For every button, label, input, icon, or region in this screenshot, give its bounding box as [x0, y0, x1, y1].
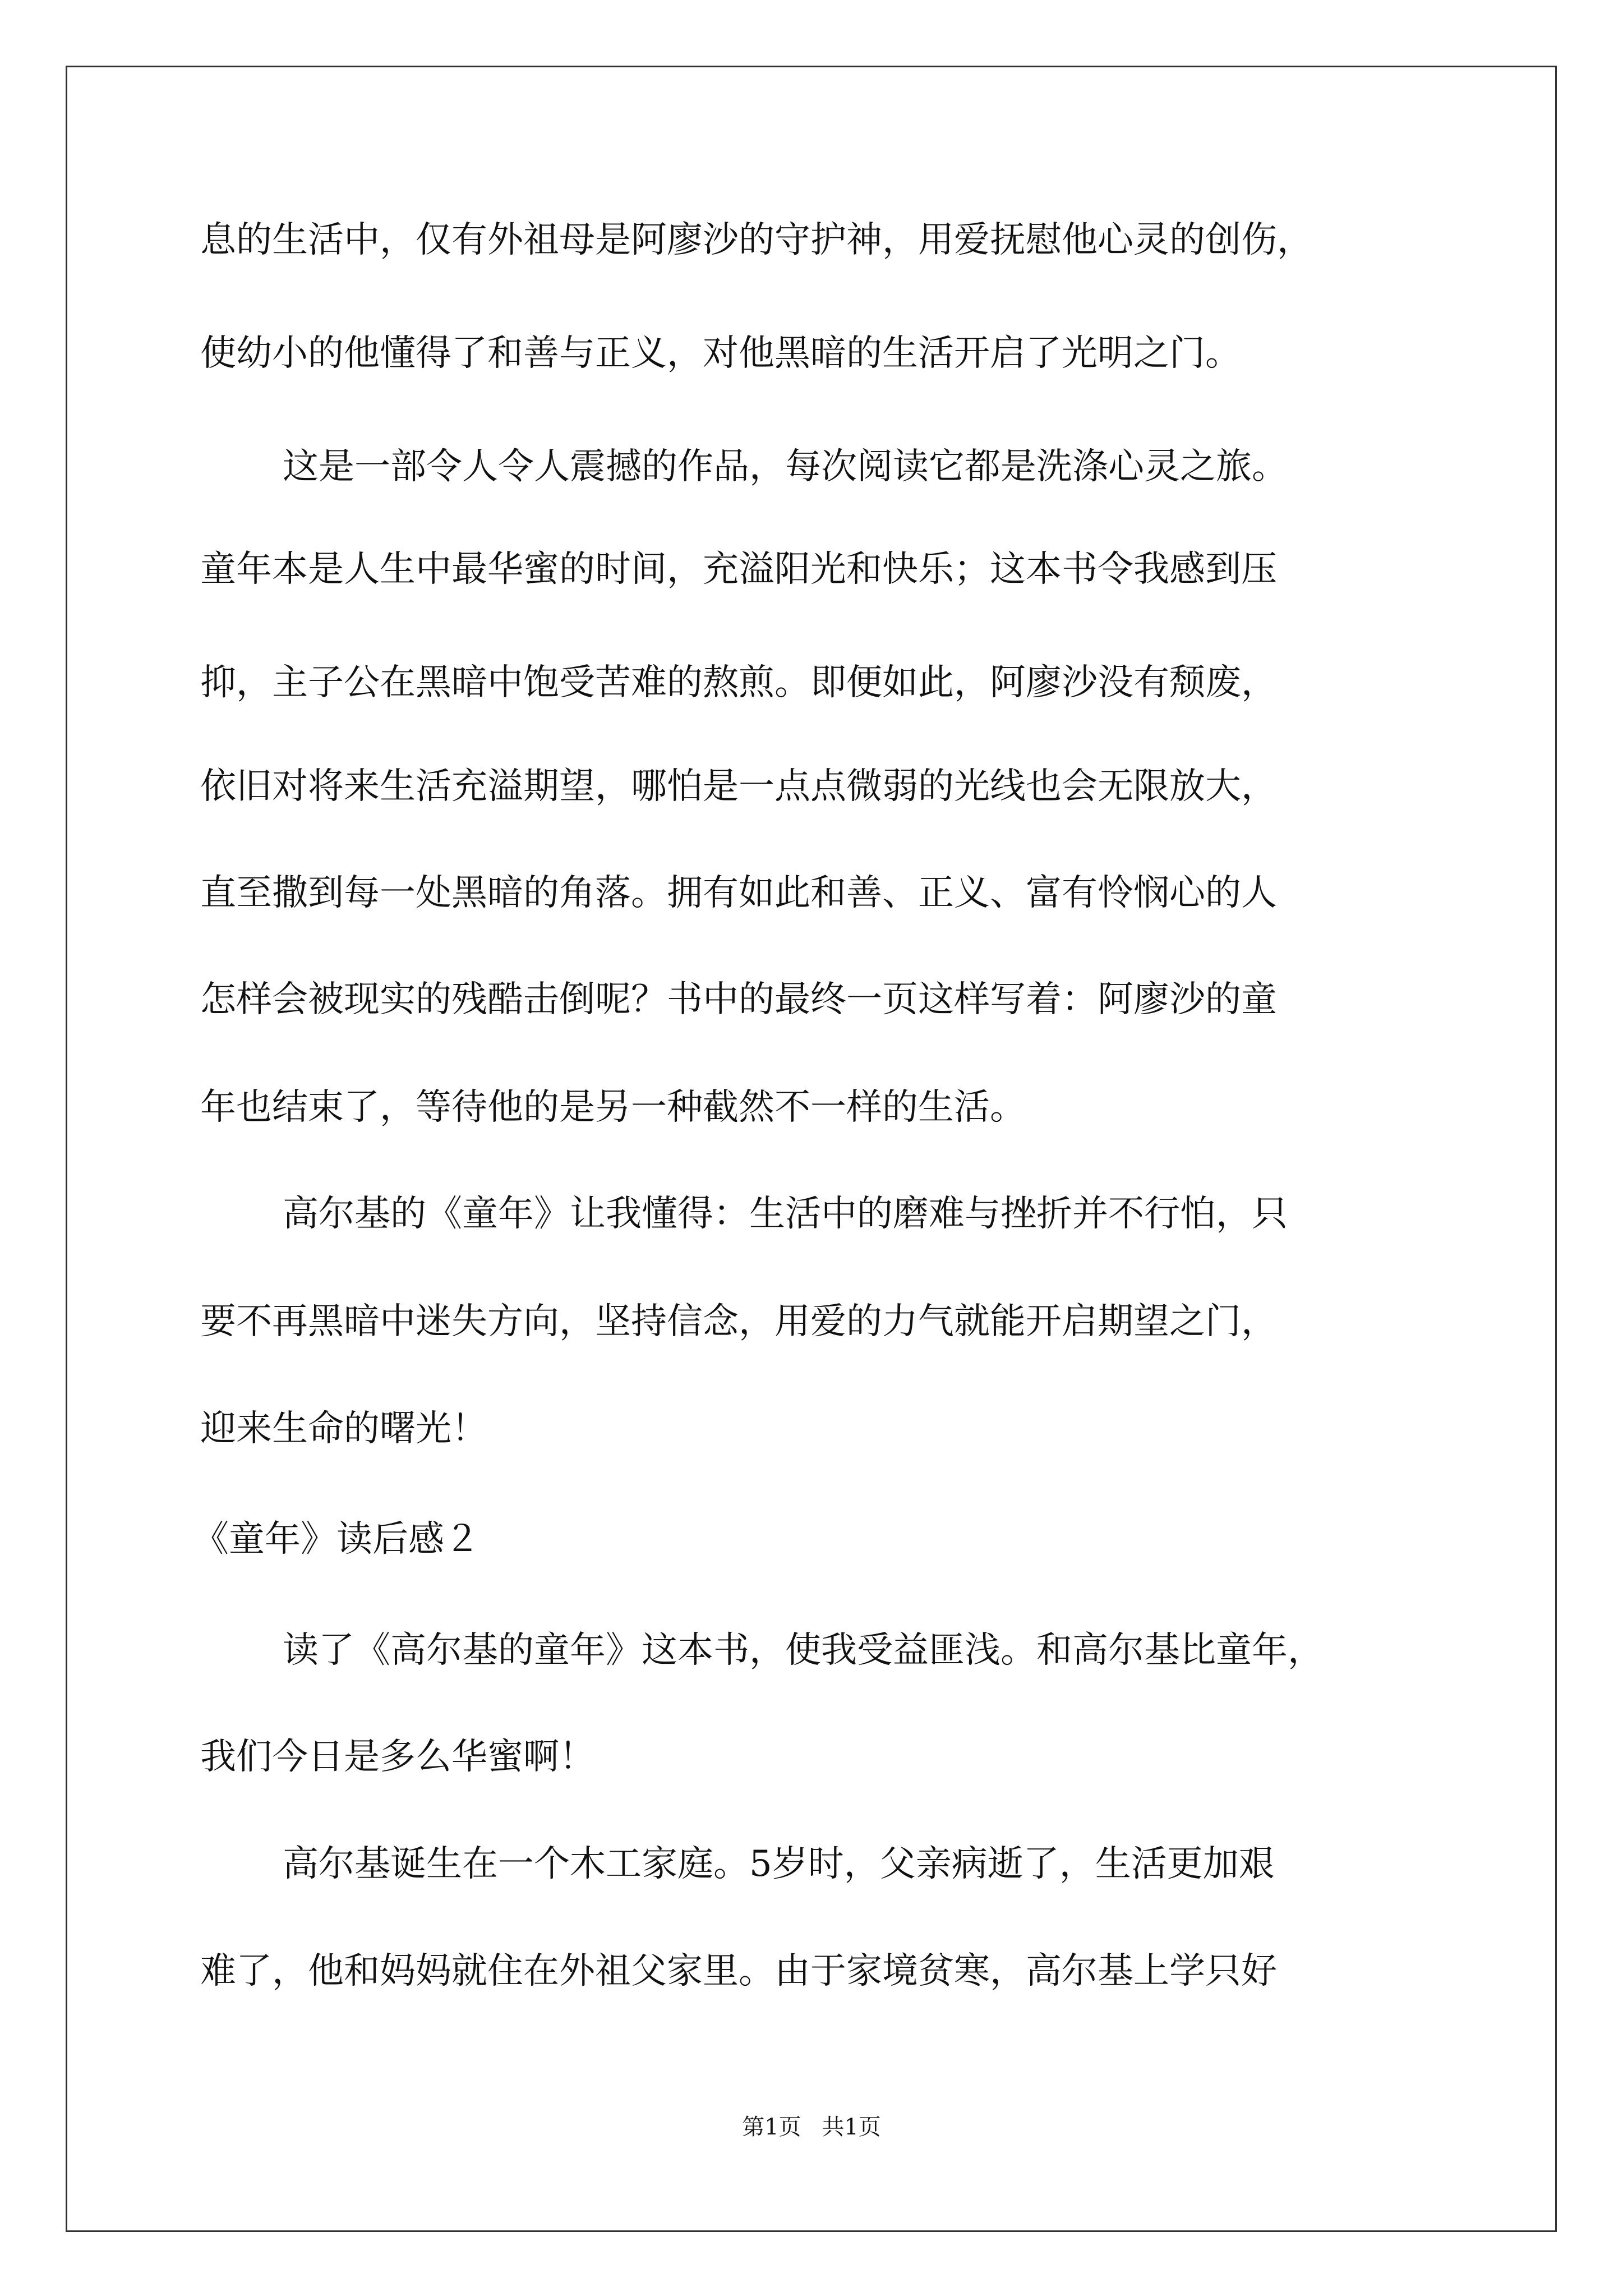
text-line: 迎来生命的曙光！ — [200, 1408, 487, 1450]
text-line: 童年本是人生中最华蜜的时间，充溢阳光和快乐；这本书令我感到压 — [200, 549, 1277, 590]
text-line: 直至撒到每一处黑暗的角落。拥有如此和善、正义、富有怜悯心的人 — [200, 872, 1277, 914]
text-line: 这是一部令人令人震撼的作品，每次阅读它都是洗涤心灵之旅。 — [283, 446, 1288, 487]
page-footer — [0, 2116, 1623, 2138]
text-line: 息的生活中，仅有外祖母是阿廖沙的守护神，用爱抚慰他心灵的创伤， — [200, 219, 1313, 261]
text-line: 抑，主子公在黑暗中饱受苦难的熬煎。即便如此，阿廖沙没有颓废， — [200, 662, 1277, 703]
text-line: 高尔基的《童年》让我懂得：生活中的磨难与挫折并不行怕，只 — [283, 1193, 1288, 1235]
text-line: 使幼小的他懂得了和善与正义，对他黑暗的生活开启了光明之门。 — [200, 333, 1241, 374]
text-line: 我们今日是多么华蜜啊！ — [200, 1736, 595, 1778]
text-line: 高尔基诞生在一个木工家庭。5岁时，父亲病逝了，生活更加艰 — [283, 1843, 1275, 1885]
section-heading: 《童年》读后感２ — [193, 1519, 480, 1560]
text-line: 怎样会被现实的残酷击倒呢？书中的最终一页这样写着：阿廖沙的童 — [200, 979, 1277, 1020]
text-line: 要不再黑暗中迷失方向，坚持信念，用爱的力气就能开启期望之门， — [200, 1301, 1277, 1342]
total-pages-label: 共1页 — [822, 2114, 881, 2140]
current-page-label: 第1页 — [742, 2114, 801, 2140]
page-border — [66, 66, 1557, 2232]
text-line: 读了《高尔基的童年》这本书，使我受益匪浅。和高尔基比童年， — [283, 1630, 1324, 1671]
text-line: 依旧对将来生活充溢期望，哪怕是一点点微弱的光线也会无限放大， — [200, 766, 1277, 807]
text-line: 年也结束了，等待他的是另一种截然不一样的生活。 — [200, 1087, 1026, 1128]
text-line: 难了，他和妈妈就住在外祖父家里。由于家境贫寒，高尔基上学只好 — [200, 1950, 1277, 1992]
